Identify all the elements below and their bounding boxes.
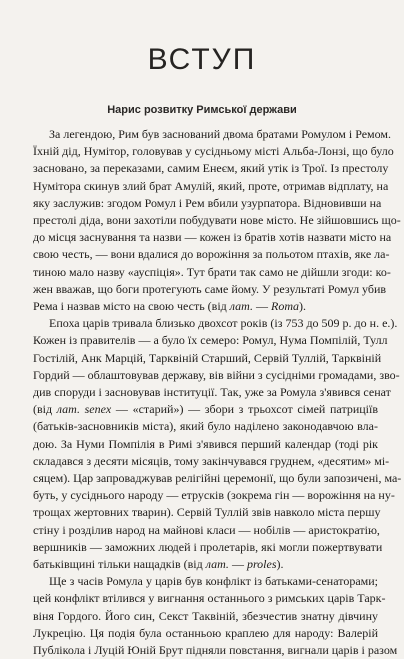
- chapter-title: ВСТУП: [147, 43, 257, 76]
- text-run: —: [252, 299, 271, 314]
- text-run: віня Гордого. Його син, Секст Таквіній, збезчестив знатну дівчину: [33, 608, 378, 623]
- text-run: свою честь, — вони вдалися до ворожіння за польотом птахів, яке ла-: [33, 247, 390, 262]
- text-line: [33, 573, 378, 590]
- text-run: Ще з часів Ромула у царів був конфлікт із батьками-сенаторами;: [49, 574, 378, 589]
- text-line: [33, 315, 398, 332]
- text-run: тиною мало назву «ауспіція». Тут брати так само не дійшли згоди: ко-: [33, 264, 391, 279]
- italic-text: лат.: [205, 557, 229, 572]
- text-run: жен вважав, що боги протегують саме йому. У результаті Ромул убив: [33, 281, 387, 296]
- text-run: Нумітора скинув злий брат Амулій, який, проте, отримав відплату, на: [33, 178, 389, 193]
- text-run: сяцем). Цар запроваджував релігійні церемонії, що були запозичені, ма-: [33, 471, 402, 486]
- text-line: [33, 367, 400, 384]
- text-line: [33, 298, 378, 315]
- text-line: [33, 418, 378, 435]
- text-run: трощах жертовних тварин). Сервій Туллій звів навколо міста першу: [33, 505, 381, 520]
- text-run: Гостілій, Анк Марцій, Тарквіній Старший, Сервій Туллій, Тарквіній: [33, 350, 382, 365]
- text-line: [33, 160, 389, 177]
- text-run: складався з десяти місяців, тому закінчувався груднем, «десятим» мі-: [33, 453, 390, 468]
- text-run: цей конфлікт втілився у вигнання останнього з римських царів Тарк-: [33, 591, 386, 606]
- text-line: [33, 590, 386, 607]
- text-line: [33, 212, 401, 229]
- text-run: Кожен із правителів — а було їх семеро: Ромул, Нума Помпілій, Тулл: [33, 333, 388, 348]
- text-line: [33, 264, 391, 281]
- text-run: Гордий — облаштовував державу, вів війни з сусідніми громадами, зво-: [33, 367, 400, 382]
- text-run: (від: [33, 402, 57, 417]
- text-run: Публікола і Луцій Юній Брут підняли повстання, вигнали царів і разом: [33, 643, 398, 658]
- text-run: яку заслужив: згодом Ромул і Рем вбили узурпатора. Відновивши на: [33, 195, 382, 210]
- text-line: [33, 470, 402, 487]
- text-line: [33, 281, 387, 298]
- text-line: [33, 401, 378, 418]
- text-run: Рема і назвав місто на свою честь (від: [33, 299, 230, 314]
- text-run: Їхній дід, Нумітор, головував у сусідньому місті Альба-Лонзі, що було: [33, 144, 394, 159]
- text-line: [33, 625, 378, 642]
- text-run: див споруди і засновував інституції. Так, уже за Ромула з'явився сенат: [33, 385, 391, 400]
- paragraph: [33, 573, 398, 659]
- text-run: Епоха царів тривала близько двохсот років (із 753 до 509 р. до н. е.).: [49, 316, 398, 331]
- text-run: до місця заснування та назви — кожен із братів хотів назвати місто на: [33, 230, 392, 245]
- text-run: дою. За Нуми Помпілія в Римі з'явився перший календар (тоді рік: [33, 436, 378, 451]
- text-line: [33, 453, 390, 470]
- text-run: —: [228, 557, 247, 572]
- text-line: [33, 522, 378, 539]
- text-line: [33, 178, 389, 195]
- text-line: [33, 384, 391, 401]
- text-line: [33, 556, 378, 573]
- text-line: [33, 143, 394, 160]
- text-line: [33, 126, 392, 143]
- text-run: ).: [298, 299, 306, 314]
- text-line: [33, 332, 388, 349]
- text-run: стіну і розділив народ на майнові класи — нобілів — аристократію,: [33, 522, 380, 537]
- text-line: [33, 229, 392, 246]
- text-run: батьківщині тільки нащадків (від: [33, 557, 206, 572]
- body-text: [33, 126, 402, 659]
- text-run: престолі діда, вони захотіли побудувати нове місто. Не зійшовшись що-: [33, 213, 401, 228]
- text-run: ).: [276, 557, 284, 572]
- text-run: вершників — заможних людей і пролетарів, які могли пожертвувати: [33, 539, 383, 554]
- italic-text: лат. senex: [56, 402, 112, 417]
- text-line: [33, 436, 378, 453]
- italic-text: Roma: [270, 299, 299, 314]
- paragraph: [33, 126, 401, 315]
- text-run: засновано, за переказами, самим Енеєм, який утік із Трої. Із престолу: [33, 161, 389, 176]
- text-run: Лукрецію. Ця подія була останньою краплею для народу: Валерій: [33, 625, 378, 640]
- text-line: [33, 487, 395, 504]
- text-line: [33, 642, 398, 659]
- text-line: [33, 608, 378, 625]
- text-run: За легендою, Рим був заснований двома братами Ромулом і Ремом.: [49, 127, 392, 141]
- paragraph: [33, 315, 402, 573]
- text-line: [33, 246, 390, 263]
- text-line: [33, 539, 383, 556]
- text-run: буть, у сусіднього народу — етрусків (зокрема гін — ворожіння на ну-: [33, 488, 395, 503]
- italic-text: proles: [246, 557, 277, 572]
- text-line: [33, 195, 382, 212]
- text-run: — «старий») — збори з трьохсот сімей патриціїв: [111, 402, 379, 417]
- italic-text: лат.: [229, 299, 253, 314]
- text-line: [33, 504, 381, 521]
- chapter-subtitle: Нарис розвитку Римської держави: [107, 104, 297, 116]
- text-run: (батьків-засновників міста), який було наділено законодавчою вла-: [33, 419, 378, 434]
- text-line: [33, 350, 382, 367]
